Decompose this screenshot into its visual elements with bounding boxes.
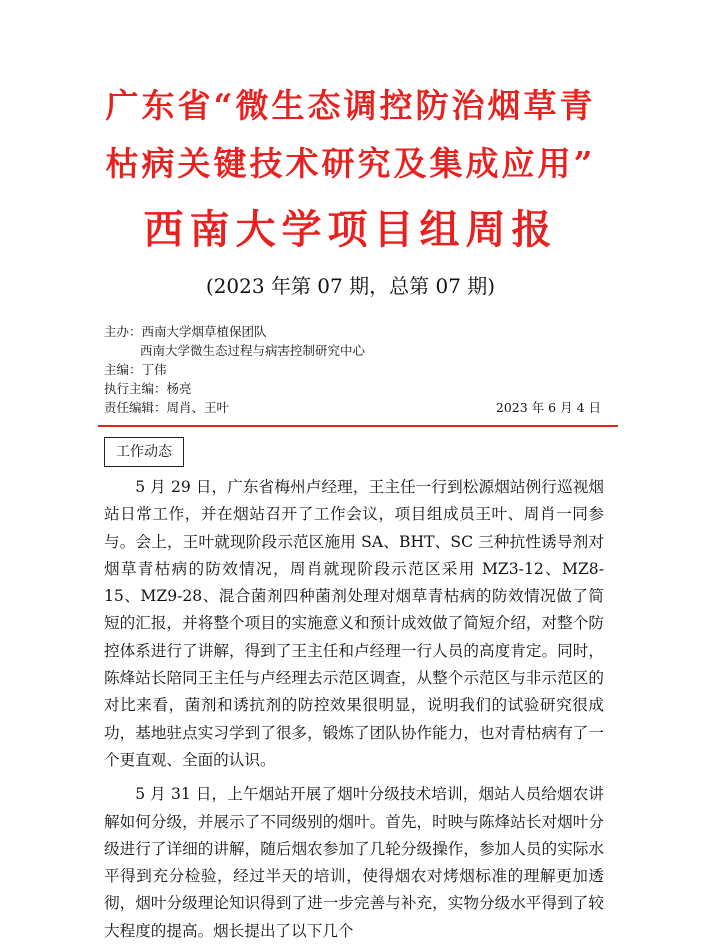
article-body (104, 474, 604, 952)
paragraph-2: 5 月 31 日，上午烟站开展了烟叶分级技术培训，烟站人员给烟农讲解如何分级，并展示了不同级别的烟叶。首先，时映与陈烽站长对烟叶分级进行了详细的讲解，随后烟农参加了几轮分级操作，参加人员的实际水平得到充分检验，经过半天的培训，使得烟农对烤烟标准的理解更加透彻，烟叶分级理论知识得到了进一步完善与补充，实物分级水平得到了较大程度的提高。烟长提出了以下几个 (104, 785, 604, 940)
host-2: 西南大学微生态过程与病害控制研究中心 (140, 343, 366, 358)
host-1: 西南大学烟草植保团队 (141, 324, 267, 339)
host-label: 主办： (104, 324, 142, 339)
header-divider (98, 425, 618, 427)
paragraph-1: 5 月 29 日，广东省梅州卢经理，王主任一行到松源烟站例行巡视烟站日常工作，并在烟站召开了工作会议，项目组成员王叶、周肖一同参与。会上，王叶就现阶段示范区施用 SA、BHT、SC 三种抗性诱导剂对烟草青枯病的防效情况，周肖就现阶段示范区采用 MZ3-12、MZ8-15、MZ9-28、混合菌剂四种菌剂处理对烟草青枯病的防效情况做了简短的汇报，并将整个项目的实施意义和预计成效做了简短介绍，对整个防控体系进行了讲解，得到了王主任和卢经理一行人员的高度肯定。同时，陈烽站长陪同王主任与卢经理去示范区调查，从整个示范区与非示范区的对比来看，菌剂和诱抗剂的防控效果很明显，说明我们的试验研究很成功，基地驻点实习学到了很多，锻炼了团队协作能力，也对青枯病有了一个更直观、全面的认识。 (104, 478, 604, 769)
editor: 主编：丁伟 (104, 362, 167, 377)
report-title-line2: 枯病关键技术研究及集成应用” (105, 144, 596, 183)
report-main-title: 西南大学项目组周报 (143, 206, 558, 253)
issue-number: (2023 年第 07 期，总第 07 期) (205, 274, 496, 298)
responsible-editor: 责任编辑：周肖、王叶 (104, 400, 230, 415)
publish-date: 2023 年 6 月 4 日 (495, 400, 601, 415)
section-title: 工作动态 (104, 437, 184, 467)
report-title-line1: 广东省“微生态调控防治烟草青 (105, 86, 596, 125)
executive-editor: 执行主编：杨亮 (104, 381, 192, 396)
host-row (104, 323, 267, 341)
